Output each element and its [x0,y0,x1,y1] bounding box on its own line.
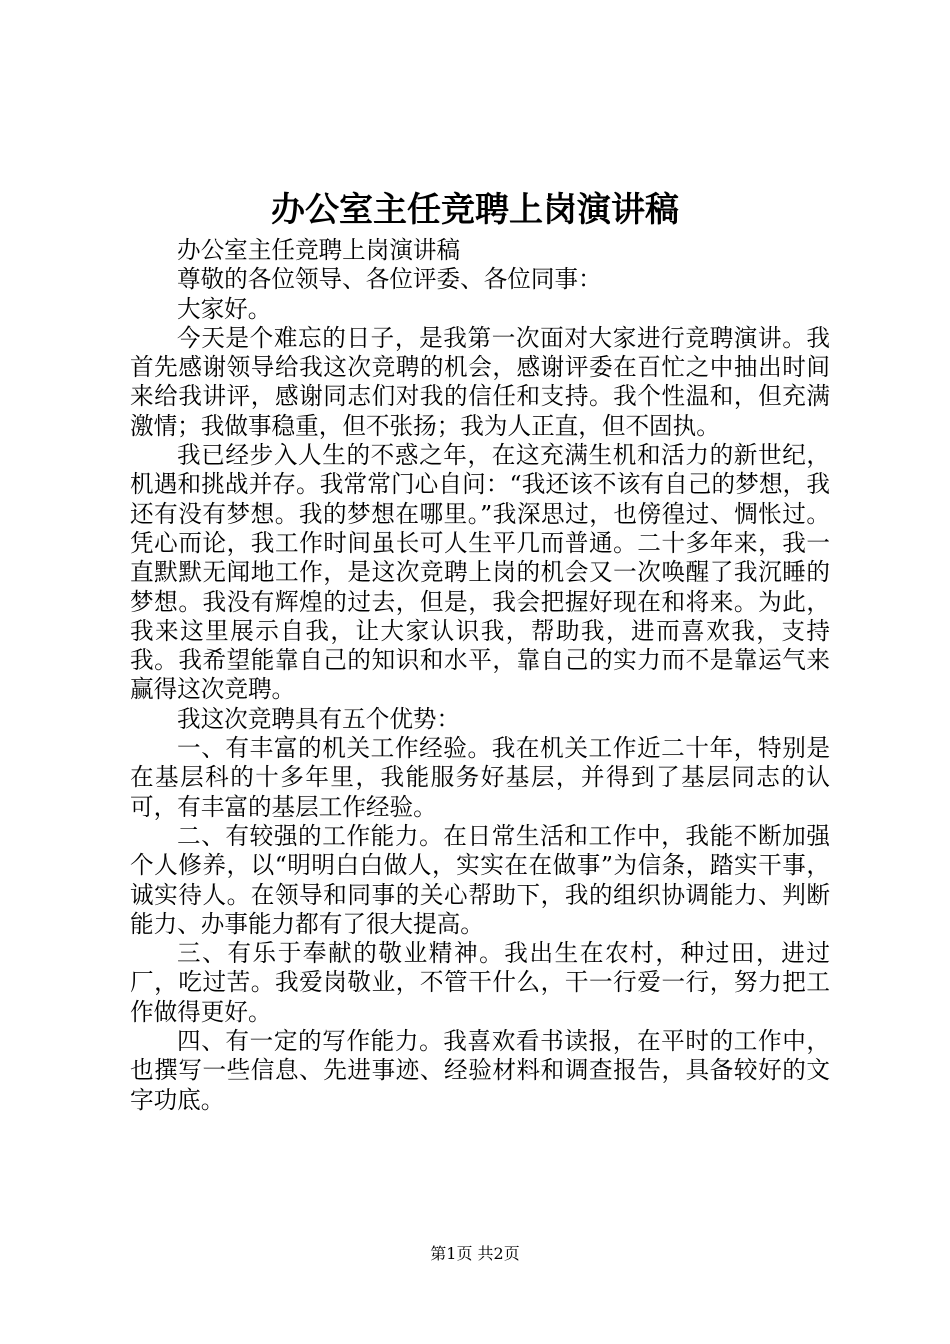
paragraph-subtitle: 办公室主任竞聘上岗演讲稿 [177,236,461,264]
paragraph-advantage-4: 四、有一定的写作能力。我喜欢看书读报，在平时的工作中，也撰写一些信息、先进事迹、经验材料和调查报告，具备较好的文字功底。 [130,1027,830,1114]
document-body [130,236,830,1115]
paragraph-aspiration: 我已经步入人生的不惑之年，在这充满生机和活力的新世纪，机遇和挑战并存。我常常门心自问：“我还该不该有自己的梦想，我还有没有梦想。我的梦想在哪里。”我深思过，也傍徨过、惆怅过。凭心而论，我工作时间虽长可人生平几而普通。二十多年来，我一直默默无闻地工作，是这次竞聘上岗的机会又一次唤醒了我沉睡的梦想。我没有辉煌的过去，但是，我会把握好现在和将来。为此，我来这里展示自我，让大家认识我，帮助我，进而喜欢我，支持我。我希望能靠自己的知识和水平，靠自己的实力而不是靠运气来赢得这次竞聘。 [130,441,830,704]
paragraph-advantage-2: 二、有较强的工作能力。在日常生活和工作中，我能不断加强个人修养，以“明明白白做人，实实在在做事”为信条，踏实干事，诚实待人。在领导和同事的关心帮助下，我的组织协调能力、判断能力、办事能力都有了很大提高。 [130,821,830,938]
paragraph-advantage-1: 一、有丰富的机关工作经验。我在机关工作近二十年，特别是在基层科的十多年里，我能服务好基层，并得到了基层同志的认可，有丰富的基层工作经验。 [130,734,830,821]
paragraph-salutation: 尊敬的各位领导、各位评委、各位同事： [177,265,602,294]
paragraph-advantages-intro: 我这次竞聘具有五个优势： [177,704,461,733]
paragraph-introduction: 今天是个难忘的日子，是我第一次面对大家进行竞聘演讲。我首先感谢领导给我这次竞聘的机会，感谢评委在百忙之中抽出时间来给我讲评，感谢同志们对我的信任和支持。我个性温和，但充满激情；我做事稳重，但不张扬；我为人正直，但不固执。 [130,323,830,440]
paragraph-greeting: 大家好。 [177,294,272,323]
page-number-footer: 第1页 共2页 [430,1244,520,1263]
document-title: 办公室主任竞聘上岗演讲稿 [271,190,679,230]
paragraph-advantage-3: 三、有乐于奉献的敬业精神。我出生在农村，种过田，进过厂，吃过苦。我爱岗敬业，不管干什么，干一行爱一行，努力把工作做得更好。 [130,939,830,1026]
